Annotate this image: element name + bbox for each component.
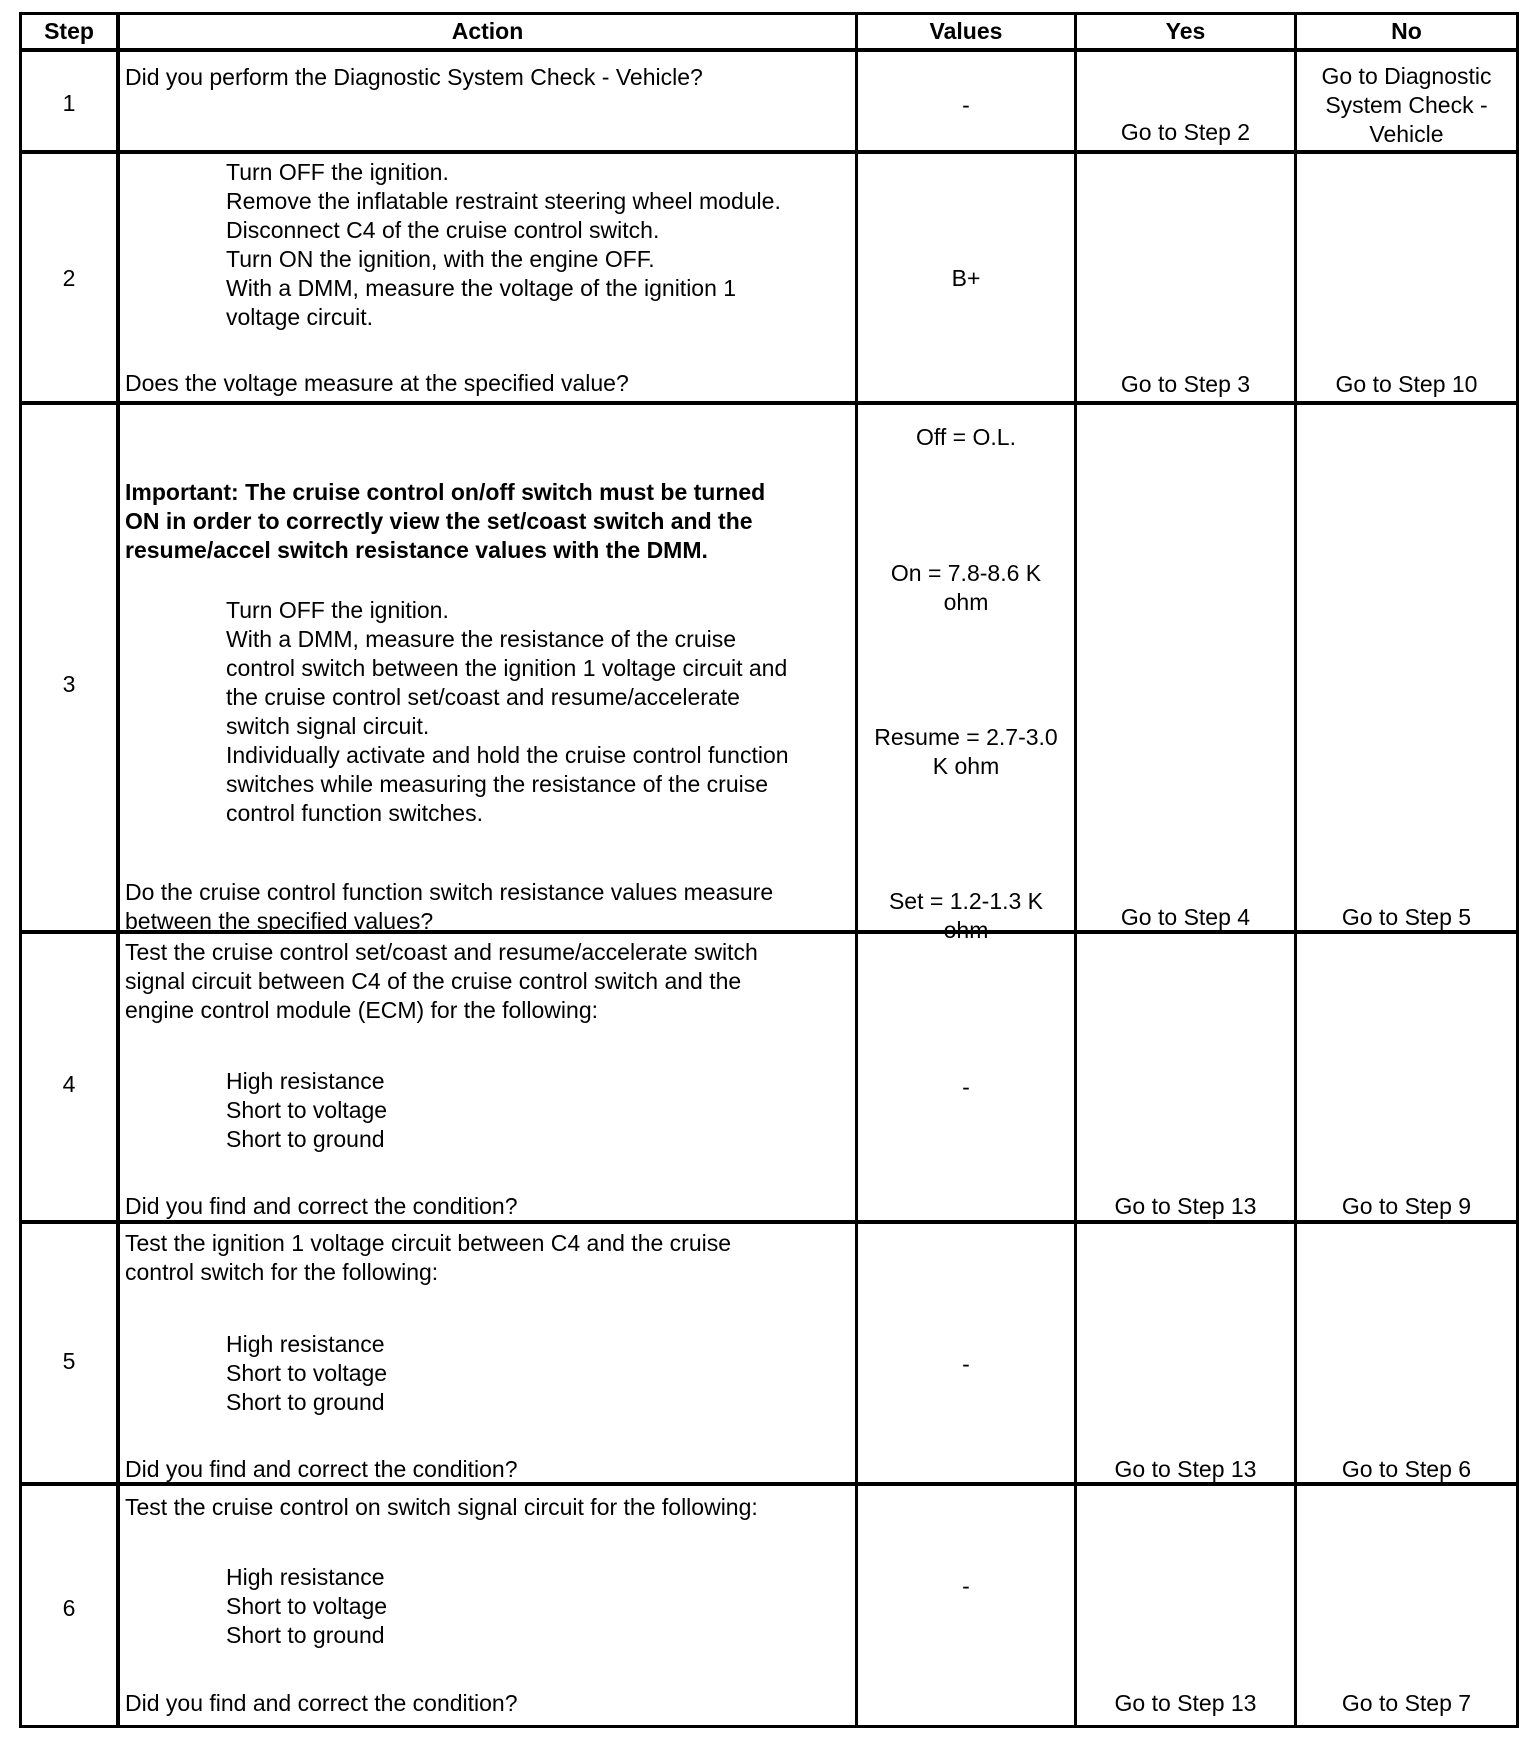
list-item: Short to ground (226, 1389, 385, 1415)
yes-text: Go to Step 3 (1120, 371, 1251, 397)
list-item: control switch between the ignition 1 voltage circuit and (226, 655, 788, 681)
step-number: 2 (62, 265, 76, 291)
list-item: Short to ground (226, 1126, 385, 1152)
no-text-line: Vehicle (1369, 121, 1444, 147)
list-item: Turn ON the ignition, with the engine OFF. (226, 246, 655, 272)
list-item: Turn OFF the ignition. (226, 159, 449, 185)
list-item: switches while measuring the resistance of the cruise (226, 771, 769, 797)
no-text: Go to Step 5 (1341, 904, 1472, 930)
action-items (125, 1563, 856, 1650)
header-values: Values (929, 18, 1003, 44)
important-line: Important: The cruise control on/off switch must be turned (125, 479, 766, 505)
values-text: - (962, 1573, 970, 1599)
yes-text: Go to Step 13 (1114, 1690, 1257, 1716)
header-step: Step (44, 18, 94, 44)
question-line: Do the cruise control function switch resistance values measure (125, 879, 774, 905)
list-item: High resistance (226, 1331, 385, 1357)
action-items (125, 596, 856, 828)
header-action: Action (451, 18, 524, 44)
values-text: - (962, 92, 970, 118)
list-item: the cruise control set/coast and resume/accelerate (226, 684, 740, 710)
values-text: - (962, 1351, 970, 1377)
list-item: With a DMM, measure the resistance of the cruise (226, 626, 737, 652)
values-text: - (962, 1074, 970, 1100)
action-question: Did you find and correct the condition? (125, 1690, 518, 1716)
value-set (858, 887, 1074, 945)
list-item: Short to voltage (226, 1360, 388, 1386)
yes-text: Go to Step 2 (1120, 119, 1251, 145)
value-on (858, 559, 1074, 617)
value-line: Set = 1.2-1.3 K (888, 888, 1044, 914)
no-text-line: Go to Diagnostic (1321, 63, 1492, 89)
intro-line: Test the ignition 1 voltage circuit between C4 and the cruise (125, 1230, 732, 1256)
step-number: 4 (62, 1071, 76, 1097)
action-intro (125, 1493, 850, 1522)
step-number: 1 (62, 90, 76, 116)
action-question (125, 878, 850, 936)
intro-line: Test the cruise control set/coast and resume/accelerate switch (125, 939, 758, 965)
yes-text: Go to Step 4 (1120, 904, 1251, 930)
table-border-right (1516, 12, 1519, 1728)
action-items (125, 1067, 856, 1154)
important-line: resume/accel switch resistance values with the DMM. (125, 537, 708, 563)
value-line: On = 7.8-8.6 K (890, 560, 1042, 586)
step-number: 5 (62, 1348, 76, 1374)
value-resume (858, 723, 1074, 781)
header-no: No (1391, 18, 1422, 44)
no-text: Go to Step 9 (1341, 1193, 1472, 1219)
action-text: Did you perform the Diagnostic System Check - Vehicle? (125, 64, 703, 90)
question-line: between the specified values? (125, 908, 434, 934)
list-item: Short to ground (226, 1622, 385, 1648)
list-item: With a DMM, measure the voltage of the ignition 1 (226, 275, 737, 301)
action-items (125, 1330, 856, 1417)
step-number: 6 (62, 1595, 76, 1621)
list-item: Short to voltage (226, 1097, 388, 1123)
header-yes: Yes (1165, 18, 1206, 44)
no-text (1297, 62, 1516, 149)
action-question: Did you find and correct the condition? (125, 1193, 518, 1219)
value-line: ohm (943, 917, 989, 943)
no-text: Go to Step 6 (1341, 1456, 1472, 1482)
yes-text: Go to Step 13 (1114, 1193, 1257, 1219)
yes-text: Go to Step 13 (1114, 1456, 1257, 1482)
action-question: Does the voltage measure at the specified value? (125, 370, 629, 396)
value-line: K ohm (932, 753, 1000, 779)
values-text: B+ (951, 265, 981, 291)
value-line: Resume = 2.7-3.0 (874, 724, 1058, 750)
diagnostic-table (19, 12, 1519, 1728)
list-item: High resistance (226, 1564, 385, 1590)
list-item: control function switches. (226, 800, 483, 826)
list-item: Remove the inflatable restraint steering wheel module. (226, 188, 781, 214)
action-intro (125, 938, 850, 1025)
action-intro (125, 1229, 850, 1287)
intro-line: engine control module (ECM) for the following: (125, 997, 599, 1023)
no-text: Go to Step 7 (1341, 1690, 1472, 1716)
intro-line: control switch for the following: (125, 1259, 439, 1285)
intro-line: Test the cruise control on switch signal circuit for the following: (125, 1494, 758, 1520)
no-text: Go to Step 10 (1335, 371, 1478, 397)
value-line: ohm (943, 589, 989, 615)
list-item: Short to voltage (226, 1593, 388, 1619)
list-item: switch signal circuit. (226, 713, 430, 739)
list-item: Disconnect C4 of the cruise control switch. (226, 217, 660, 243)
step-number: 3 (62, 671, 76, 697)
value-off: Off = O.L. (916, 424, 1016, 450)
action-items (125, 158, 856, 332)
list-item: Turn OFF the ignition. (226, 597, 449, 623)
important-note (125, 478, 850, 565)
important-line: ON in order to correctly view the set/coast switch and the (125, 508, 753, 534)
list-item: High resistance (226, 1068, 385, 1094)
column-divider (116, 12, 120, 1728)
list-item: voltage circuit. (226, 304, 374, 330)
action-question: Did you find and correct the condition? (125, 1456, 518, 1482)
list-item: Individually activate and hold the cruise control function (226, 742, 789, 768)
intro-line: signal circuit between C4 of the cruise control switch and the (125, 968, 742, 994)
no-text-line: System Check - (1325, 92, 1488, 118)
